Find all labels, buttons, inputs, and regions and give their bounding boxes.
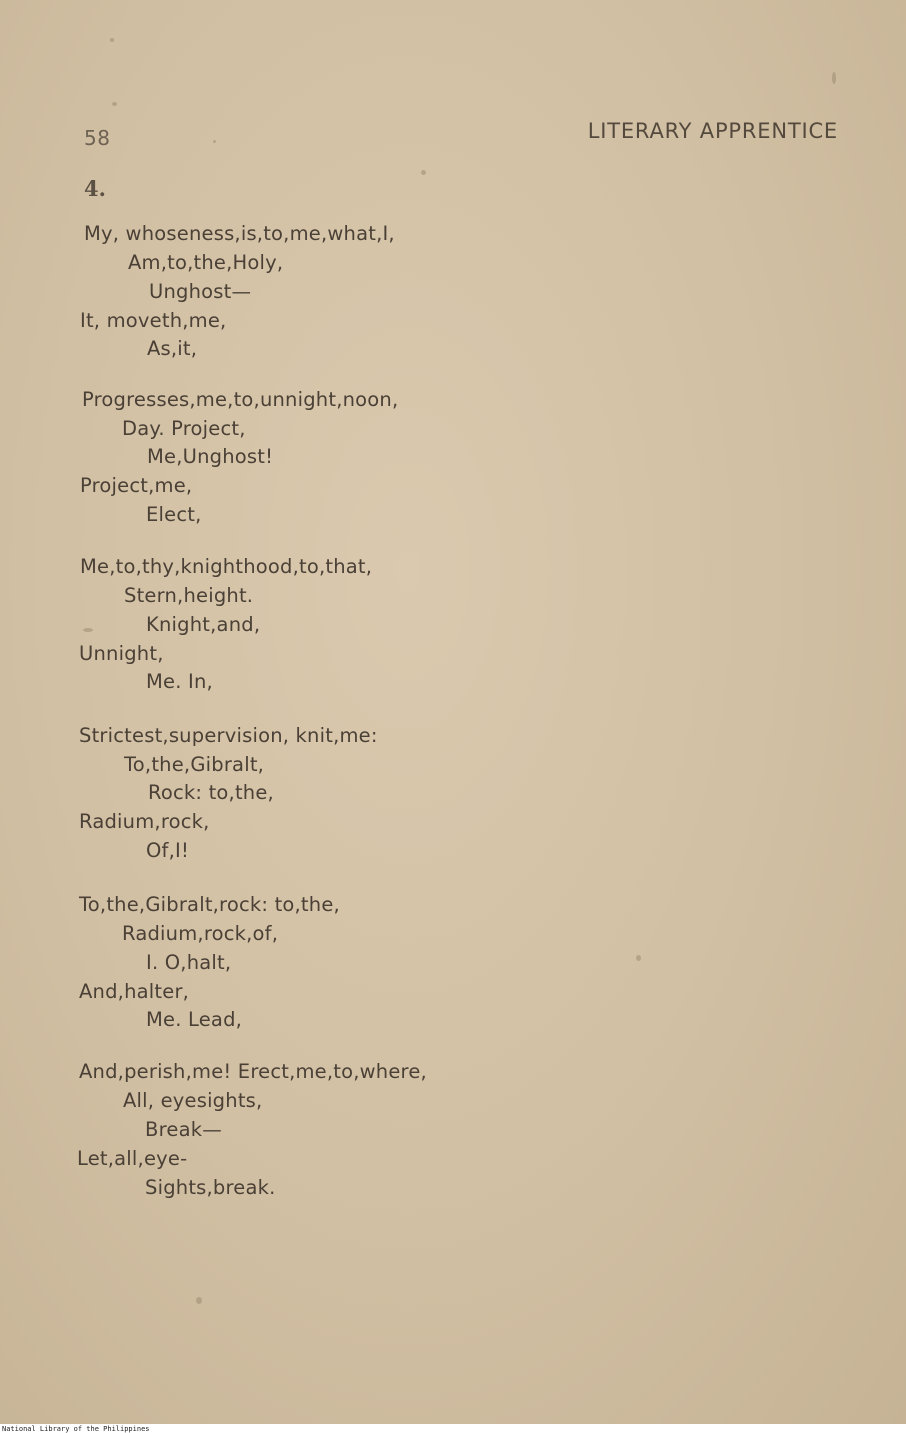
poem-line: Break— bbox=[145, 1118, 222, 1141]
library-credit: National Library of the Philippines bbox=[2, 1425, 150, 1433]
poem-line: Me,to,thy,knighthood,to,that, bbox=[80, 555, 373, 578]
poem-line: And,perish,me! Erect,me,to,where, bbox=[79, 1060, 427, 1083]
paper-speck bbox=[110, 38, 114, 42]
poem-line: Radium,rock,of, bbox=[122, 922, 279, 945]
poem-line: Me. In, bbox=[146, 670, 213, 693]
poem-line: Strictest,supervision, knit,me: bbox=[79, 724, 378, 747]
paper-speck bbox=[636, 955, 641, 961]
poem-line: Day. Project, bbox=[122, 417, 246, 440]
poem-line: Stern,height. bbox=[124, 584, 254, 607]
paper-speck bbox=[196, 1297, 202, 1304]
poem-line: All, eyesights, bbox=[123, 1089, 263, 1112]
poem-line: Let,all,eye- bbox=[77, 1147, 188, 1170]
poem-line: To,the,Gibralt, bbox=[124, 753, 265, 776]
poem-line: As,it, bbox=[147, 337, 198, 360]
poem-line: Knight,and, bbox=[146, 613, 261, 636]
poem-line: To,the,Gibralt,rock: to,the, bbox=[79, 893, 340, 916]
poem-line: I. O,halt, bbox=[146, 951, 232, 974]
running-title: LITERARY APPRENTICE bbox=[587, 119, 838, 143]
poem-line: Sights,break. bbox=[145, 1176, 276, 1199]
poem-line: It, moveth,me, bbox=[80, 309, 227, 332]
poem-line: Unnight, bbox=[79, 642, 164, 665]
poem-line: Am,to,the,Holy, bbox=[128, 251, 284, 274]
poem-line: Of,I! bbox=[146, 839, 189, 862]
page-number: 58 bbox=[84, 126, 111, 150]
poem-line: Progresses,me,to,unnight,noon, bbox=[82, 388, 399, 411]
poem-line: Rock: to,the, bbox=[148, 781, 274, 804]
poem-line: Project,me, bbox=[80, 474, 193, 497]
poem-line: Me. Lead, bbox=[146, 1008, 243, 1031]
section-number: 4. bbox=[84, 176, 106, 201]
paper-speck bbox=[83, 628, 93, 632]
paper-speck bbox=[112, 102, 117, 106]
poem-line: My, whoseness,is,to,me,what,I, bbox=[84, 222, 395, 245]
poem-line: Radium,rock, bbox=[79, 810, 210, 833]
paper-speck bbox=[213, 140, 216, 143]
paper-speck bbox=[421, 170, 426, 175]
paper-speck bbox=[832, 72, 836, 84]
poem-line: Elect, bbox=[146, 503, 202, 526]
poem-line: Unghost— bbox=[149, 280, 252, 303]
poem-line: Me,Unghost! bbox=[147, 445, 274, 468]
poem-line: And,halter, bbox=[79, 980, 190, 1003]
